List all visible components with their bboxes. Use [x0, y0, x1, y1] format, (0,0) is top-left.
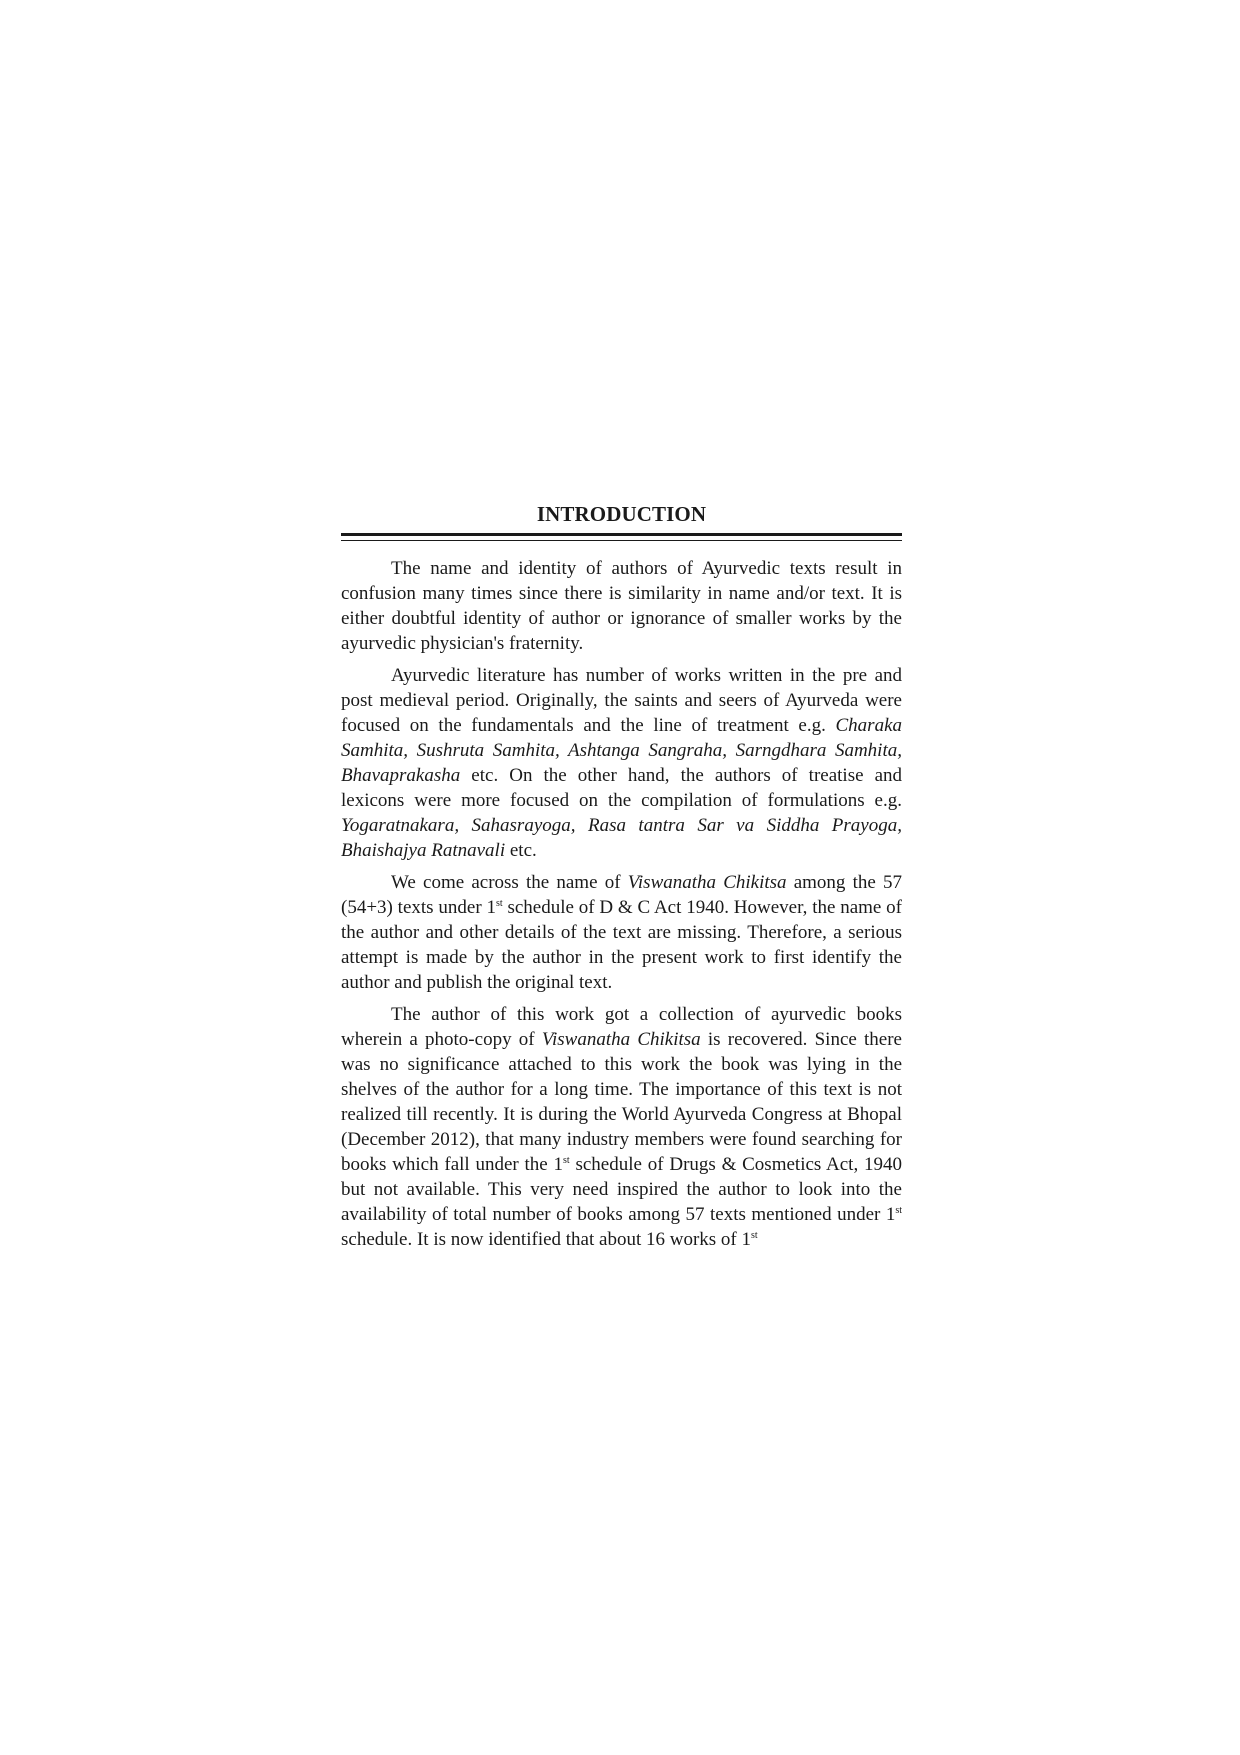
ordinal-superscript: st: [495, 898, 503, 909]
text-run: We come across the name of: [391, 872, 628, 893]
text-run: among the 57 (54+3) texts under 1: [341, 872, 902, 918]
page-content: [341, 498, 902, 1252]
paragraph: [341, 1002, 902, 1252]
ordinal-superscript: st: [563, 1155, 570, 1166]
text-run: schedule of Drugs & Cosmetics Act, 1940 but not available. This very need inspired the author to look into the availability of total number of books among 57 texts mentioned under 1: [341, 1154, 902, 1225]
text-run: is recovered. Since there was no significance attached to this work the book was lying in the shelves of the author for a long time. The importance of this text is not realized till recently. It is during the World Ayurveda Congress at Bhopal (December 2012), that many industry members were found searching for books which fall under the 1: [341, 1029, 902, 1175]
paragraph: [341, 663, 902, 863]
italic-text: Viswanatha Chikitsa: [627, 872, 787, 893]
paragraph: [341, 556, 902, 656]
text-run: The author of this work got a collection of ayurvedic books wherein a photo-copy of: [341, 1004, 902, 1050]
text-run: Ayurvedic literature has number of works written in the pre and post medieval period. Originally, the saints and seers of Ayurveda were focused on the fundamentals and the line of treatment e.g.: [341, 665, 902, 736]
page-title: INTRODUCTION: [536, 502, 707, 526]
italic-text: Charaka Samhita, Sushruta Samhita, Ashtanga Sangraha, Sarngdhara Samhita, Bhavaprakasha: [341, 715, 902, 786]
text-run: etc.: [505, 840, 537, 861]
italic-text: Viswanatha Chikitsa: [541, 1029, 701, 1050]
text-run: The name and identity of authors of Ayurvedic texts result in confusion many times since there is similarity in name and/or text. It is either doubtful identity of author or ignorance of smaller works by the ayurvedic physician's fraternity.: [341, 558, 902, 654]
text-run: etc. On the other hand, the authors of treatise and lexicons were more focused on the compilation of formulations e.g.: [341, 765, 902, 811]
paragraph: [341, 870, 902, 995]
italic-text: Yogaratnakara, Sahasrayoga, Rasa tantra Sar va Siddha Prayoga, Bhaishajya Ratnavali: [341, 815, 902, 861]
ordinal-superscript: st: [751, 1230, 758, 1241]
ordinal-superscript: st: [895, 1205, 902, 1216]
title-double-rule: [341, 533, 902, 541]
text-run: schedule of D & C Act 1940. However, the name of the author and other details of the text are missing. Therefore, a serious attempt is made by the author in the present work to first identify the author and publish the original text.: [341, 897, 903, 993]
body-text: [341, 556, 902, 1252]
text-run: schedule. It is now identified that about 16 works of 1: [341, 1229, 752, 1250]
